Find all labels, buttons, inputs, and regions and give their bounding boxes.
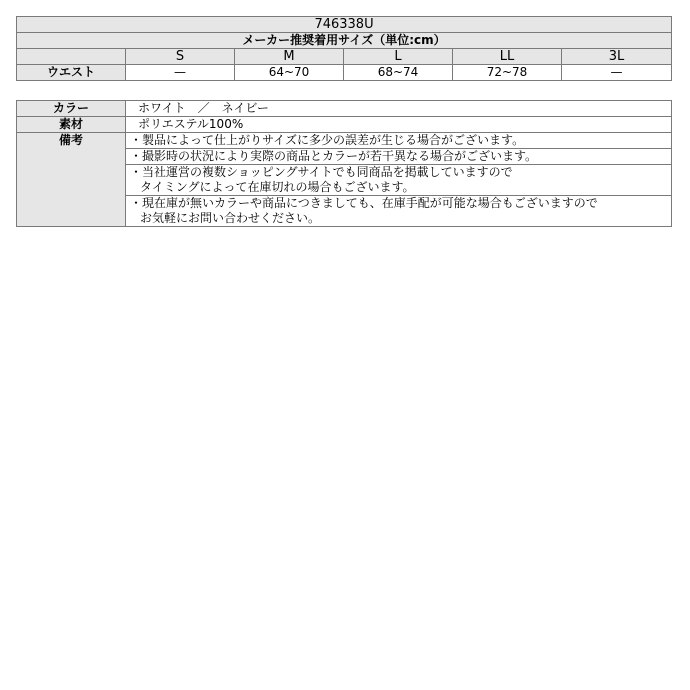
- note-line: タイミングによって在庫切れの場合もございます。: [140, 180, 415, 194]
- size-header: L: [344, 49, 453, 65]
- note-line: ・当社運営の複数ショッピングサイトでも同商品を掲載していますので: [130, 165, 513, 179]
- waist-value: 64~70: [235, 65, 344, 81]
- waist-value: —: [562, 65, 672, 81]
- size-header: M: [235, 49, 344, 65]
- size-table: [16, 16, 672, 81]
- product-code: 746338U: [17, 17, 672, 33]
- info-table: [16, 100, 672, 227]
- waist-value: 72~78: [453, 65, 562, 81]
- material-value: ポリエステル100%: [126, 117, 672, 133]
- note-item: [126, 149, 672, 165]
- note-item: [126, 196, 672, 227]
- waist-label: ウエスト: [17, 65, 126, 81]
- size-header: S: [126, 49, 235, 65]
- waist-value: —: [126, 65, 235, 81]
- note-line: ・撮影時の状況により実際の商品とカラーが若干異なる場合がございます。: [130, 149, 538, 163]
- notes-label: 備考: [17, 133, 126, 227]
- size-header: 3L: [562, 49, 672, 65]
- size-table-title: メーカー推奨着用サイズ（単位:cm）: [17, 33, 672, 49]
- waist-value: 68~74: [344, 65, 453, 81]
- color-label: カラー: [17, 101, 126, 117]
- color-value: ホワイト ／ ネイビー: [126, 101, 672, 117]
- note-line: ・現在庫が無いカラーや商品につきましても、在庫手配が可能な場合もございますので: [130, 196, 598, 210]
- note-line: お気軽にお問い合わせください。: [140, 211, 321, 225]
- material-label: 素材: [17, 117, 126, 133]
- size-header: LL: [453, 49, 562, 65]
- note-line: ・製品によって仕上がりサイズに多少の誤差が生じる場合がございます。: [130, 133, 525, 147]
- note-item: [126, 165, 672, 196]
- note-item: [126, 133, 672, 149]
- size-header-blank: [17, 49, 126, 65]
